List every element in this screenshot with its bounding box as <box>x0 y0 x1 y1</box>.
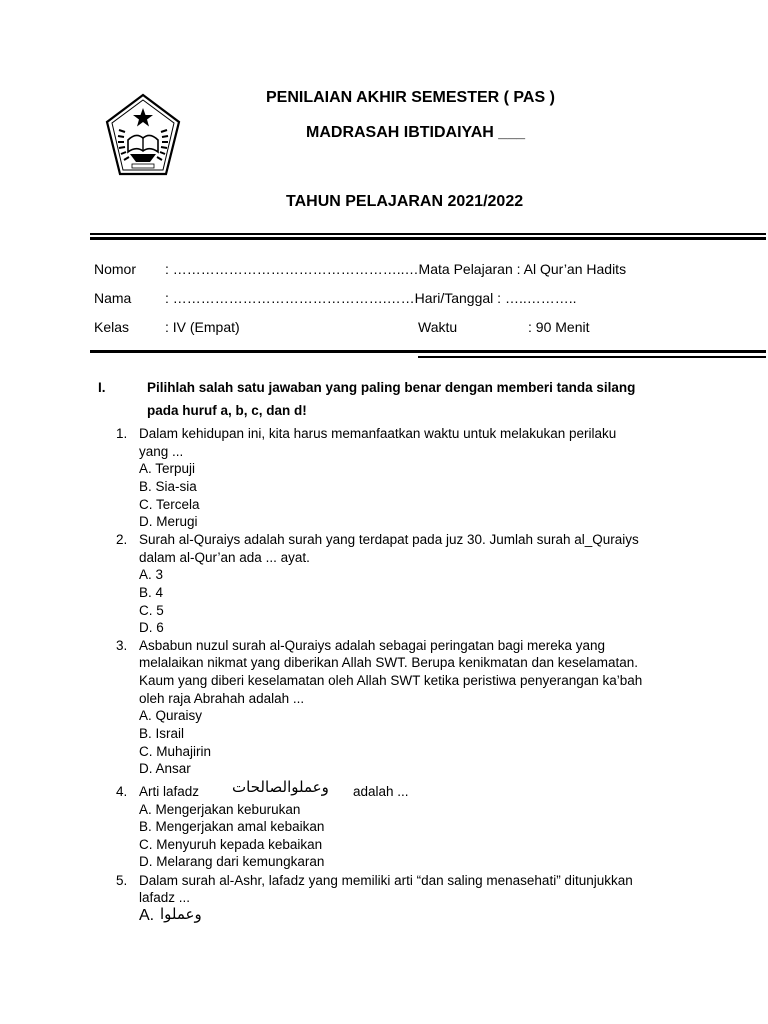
kelas-label: Kelas <box>94 319 130 335</box>
question-text-prefix: Arti lafadz <box>139 784 200 799</box>
question-text-line: Dalam kehidupan ini, kita harus memanfaatkan waktu untuk melakukan perilaku <box>139 426 617 441</box>
nomor-label: Nomor <box>94 261 137 277</box>
bottom-rule-thin <box>418 356 766 358</box>
academic-year-title: TAHUN PELAJARAN 2021/2022 <box>286 193 524 210</box>
question-text-line: Dalam surah al-Ashr, lafadz yang memiliki arti “dan saling menasehati” ditunjukkan <box>139 873 633 888</box>
bottom-rule-thick <box>90 350 766 353</box>
answer-option-b: B. Mengerjakan amal kebaikan <box>139 819 325 834</box>
answer-option-c: C. Tercela <box>139 497 200 512</box>
kelas-value: : IV (Empat) <box>165 319 240 335</box>
answer-option-c: C. 5 <box>139 603 164 618</box>
answer-option-d: D. Melarang dari kemungkaran <box>139 854 325 869</box>
answer-option-c: C. Menyuruh kepada kebaikan <box>139 837 323 852</box>
answer-option-d: D. 6 <box>139 620 164 635</box>
exam-title: PENILAIAN AKHIR SEMESTER ( PAS ) <box>266 89 555 106</box>
question-text-line: oleh raja Abrahah adalah ... <box>139 691 305 706</box>
question-number: 1. <box>116 426 128 441</box>
answer-option-d: D. Merugi <box>139 514 198 529</box>
answer-option-a-arabic: وعملوا <box>160 905 202 923</box>
question-text-line: yang ... <box>139 444 184 459</box>
answer-option-c: C. Muhajirin <box>139 744 212 759</box>
answer-option-a: A. Quraisy <box>139 708 203 723</box>
nama-label: Nama <box>94 290 132 306</box>
top-rule-thick <box>90 237 766 240</box>
answer-option-a-letter: A. <box>139 907 155 924</box>
question-text-line: Surah al-Quraiys adalah surah yang terdapat pada juz 30. Jumlah surah al_Quraiys <box>139 532 639 547</box>
answer-option-a: A. Mengerjakan keburukan <box>139 802 301 817</box>
instruction-line-1: Pilihlah salah satu jawaban yang paling benar dengan memberi tanda silang <box>147 380 636 395</box>
school-title: MADRASAH IBTIDAIYAH ___ <box>306 124 525 141</box>
question-number: 2. <box>116 532 128 547</box>
answer-option-a: A. Terpuji <box>139 461 196 476</box>
answer-option-a: A. 3 <box>139 567 164 582</box>
question-number: 5. <box>116 873 128 888</box>
question-text-line: dalam al-Qur’an ada ... ayat. <box>139 550 310 565</box>
nomor-value: : …………………………………………..…Mata Pelajaran : Al Qur’an Hadits <box>165 261 627 277</box>
instruction-line-2: pada huruf a, b, c, dan d! <box>147 403 307 418</box>
question-text-line: lafadz ... <box>139 890 191 905</box>
question-number: 4. <box>116 784 128 799</box>
ministry-emblem-logo <box>104 92 182 180</box>
question-text-line: Asbabun nuzul surah al-Quraiys adalah sebagai peringatan bagi mereka yang <box>139 638 606 653</box>
nama-value: : ……………………………………….……Hari/Tanggal : …..……….. <box>165 290 577 306</box>
arabic-lafadz: وعملوالصالحات <box>232 778 329 796</box>
answer-option-d: D. Ansar <box>139 761 191 776</box>
top-rule-thin <box>90 233 766 235</box>
answer-option-b: B. Sia-sia <box>139 479 197 494</box>
question-text-line: Kaum yang diberi keselamatan oleh Allah SWT ketika peristiwa penyerangan ka’bah <box>139 673 643 688</box>
section-numeral: I. <box>98 380 106 395</box>
question-text-suffix: adalah ... <box>353 784 409 799</box>
question-text-line: melalaikan nikmat yang diberikan Allah SWT. Berupa kenikmatan dan keselamatan. <box>139 655 639 670</box>
answer-option-b: B. Israil <box>139 726 185 741</box>
waktu-value: : 90 Menit <box>528 319 590 335</box>
answer-option-b: B. 4 <box>139 585 164 600</box>
question-number: 3. <box>116 638 128 653</box>
waktu-label: Waktu <box>418 319 458 335</box>
